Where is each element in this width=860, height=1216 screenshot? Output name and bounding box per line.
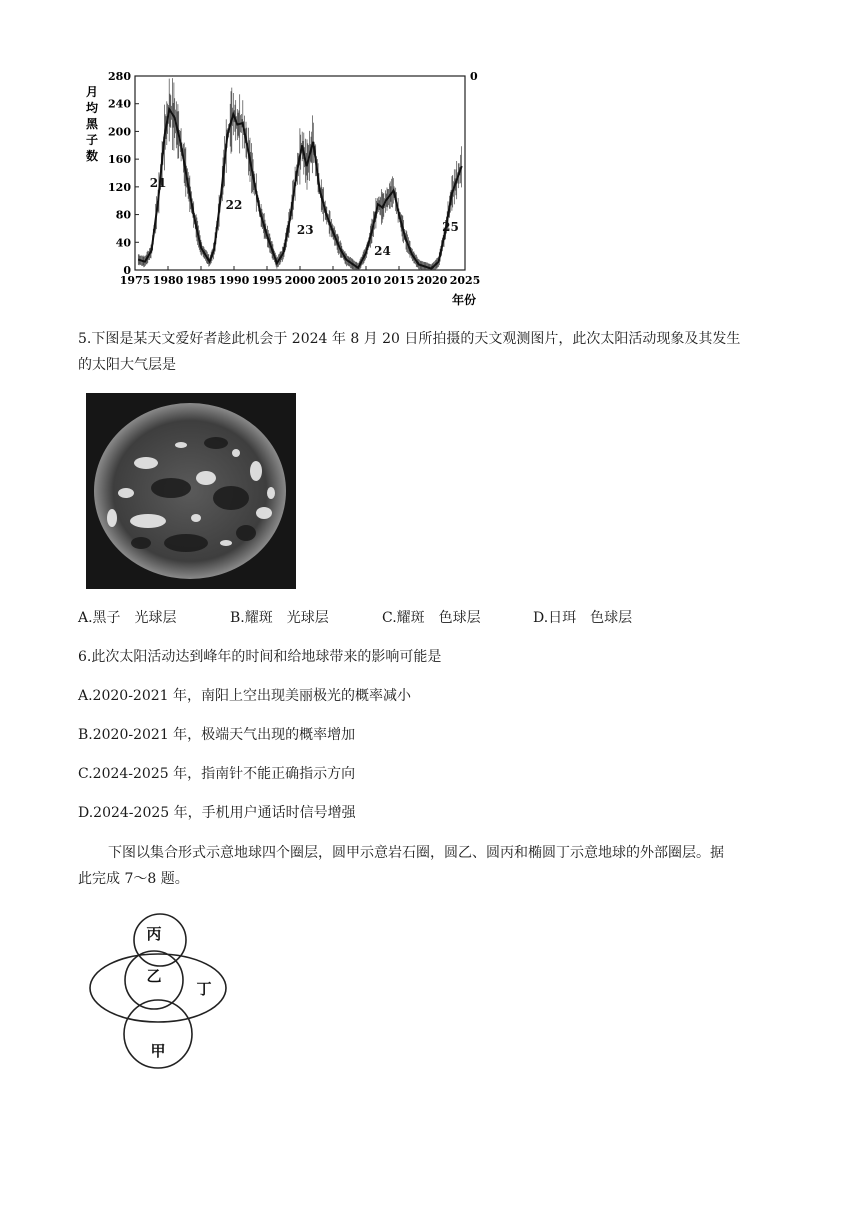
y-axis-label-char: 月	[85, 85, 99, 99]
sunspot-chart-svg	[78, 66, 498, 316]
y-tick-label: 0	[123, 264, 131, 277]
sun-image-svg	[86, 393, 296, 589]
q6-option-d: D.2024-2025 年，手机用户通话时信号增强	[78, 805, 356, 821]
label-yi: 乙	[146, 967, 162, 985]
right-tick: 0	[470, 70, 478, 83]
y-tick-label: 280	[108, 70, 131, 83]
x-axis-label: 年份	[451, 293, 476, 307]
q5-option-c: C.耀斑 色球层	[382, 610, 481, 626]
x-tick-label: 2010	[350, 274, 382, 287]
label-jia: 甲	[150, 1042, 166, 1060]
x-tick-label: 1985	[185, 274, 217, 287]
x-tick-label: 2005	[317, 274, 349, 287]
cycle-label: 24	[374, 243, 391, 258]
label-bing: 丙	[146, 925, 162, 943]
y-tick-label: 160	[108, 153, 131, 167]
sun-observation-photo	[86, 393, 296, 589]
q6-option-b: B.2020-2021 年，极端天气出现的概率增加	[78, 727, 356, 743]
cycle-label: 23	[296, 222, 314, 237]
intro-line2: 此完成 7～8 题。	[78, 871, 189, 887]
x-tick-label: 2000	[284, 274, 316, 287]
q6-option-c: C.2024-2025 年，指南针不能正确指示方向	[78, 766, 356, 782]
cycle-label: 21	[149, 175, 167, 190]
cycle-label: 25	[442, 220, 459, 235]
y-axis-label-char: 黑	[85, 117, 99, 131]
y-axis-label-char: 数	[85, 149, 99, 163]
x-tick-label: 1980	[152, 274, 184, 287]
x-tick-label: 1995	[251, 274, 283, 287]
y-tick-label: 200	[108, 125, 131, 139]
y-tick-label: 120	[108, 180, 131, 194]
q5-option-b: B.耀斑 光球层	[230, 610, 329, 626]
x-ticks	[120, 274, 481, 287]
q5-option-d: D.日珥 色球层	[533, 610, 633, 626]
cycle-label: 22	[225, 198, 243, 213]
y-tick-label: 40	[115, 236, 131, 250]
y-axis-label	[86, 85, 99, 163]
q6-stem: 6.此次太阳活动达到峰年的时间和给地球带来的影响可能是	[78, 649, 442, 665]
y-axis-label-char: 子	[85, 133, 99, 147]
x-tick-label: 1975	[119, 274, 151, 287]
y-axis-label-char: 均	[85, 101, 99, 115]
x-tick-label: 2020	[416, 274, 448, 287]
label-ding: 丁	[196, 980, 212, 998]
q6-option-a: A.2020-2021 年，南阳上空出现美丽极光的概率减小	[78, 688, 411, 704]
x-tick-label: 2015	[383, 274, 415, 287]
x-tick-label: 2025	[449, 274, 481, 287]
y-tick-label: 80	[115, 208, 131, 222]
venn-svg	[80, 912, 240, 1072]
y-ticks	[108, 70, 131, 277]
q5-option-a: A.黑子 光球层	[78, 610, 177, 626]
sunspot-chart	[78, 66, 498, 316]
intro-line1: 下图以集合形式示意地球四个圈层，圆甲示意岩石圈，圆乙、圆丙和椭圆丁示意地球的外部圈层。据	[108, 845, 724, 861]
q5-stem-line1: 5.下图是某天文爱好者趁此机会于 2024 年 8 月 20 日所拍摄的天文观测图片，此次太阳活动现象及其发生	[78, 331, 741, 347]
earth-spheres-venn-diagram	[80, 912, 240, 1072]
y-tick-label: 240	[108, 97, 131, 111]
q5-stem-line2: 的太阳大气层是	[78, 357, 176, 373]
x-tick-label: 1990	[218, 274, 250, 287]
